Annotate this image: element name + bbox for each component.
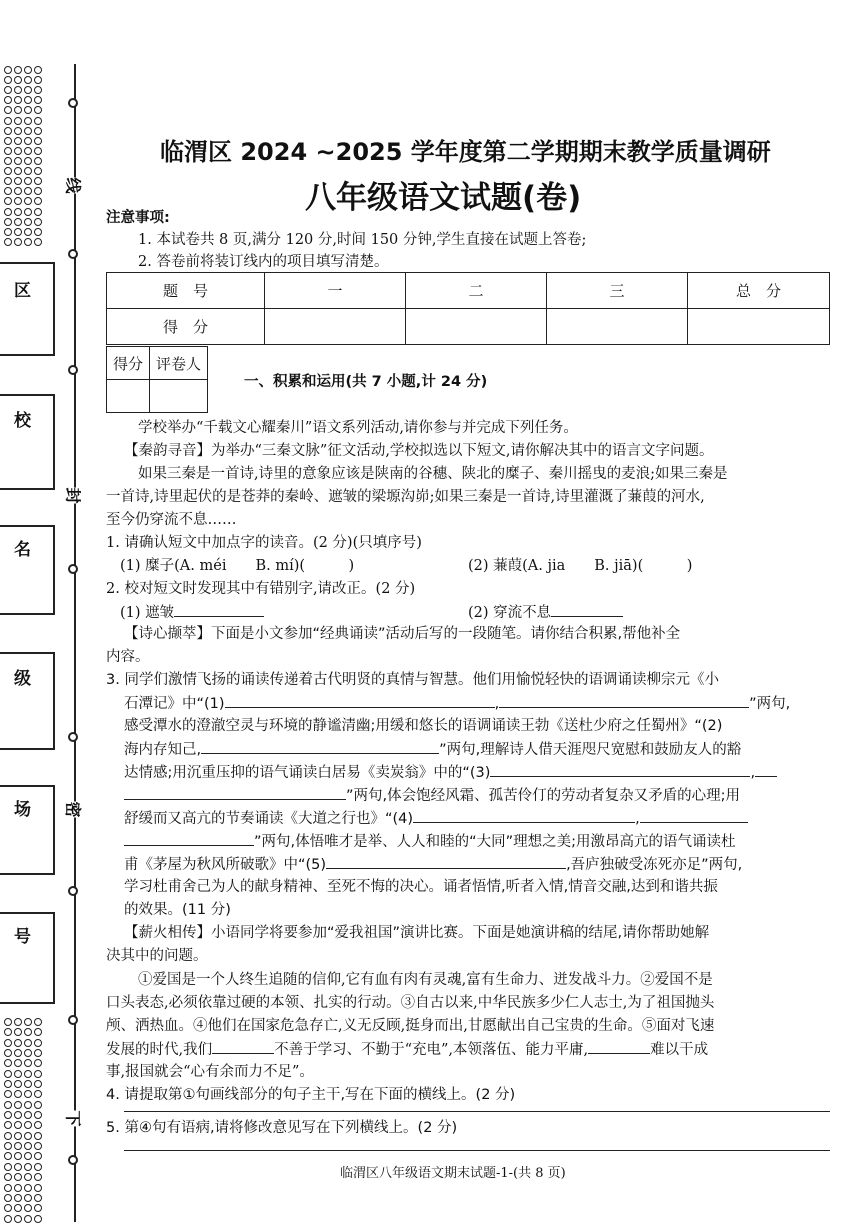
task-heading-xinhuo: 【薪火相传】小语同学将要参加“爱我祖国”演讲比赛。下面是她演讲稿的结尾,请你帮助她解 (124, 925, 710, 941)
binding-hole-icon (34, 1163, 42, 1171)
grader-name-cell[interactable] (150, 380, 208, 413)
binding-hole-icon (14, 1215, 22, 1223)
binding-hole-icon (24, 1163, 32, 1171)
binding-hole-icon (34, 228, 42, 236)
binding-hole-icon (24, 1204, 32, 1212)
score-table-header: 一 (265, 273, 406, 309)
binding-hole-icon (34, 1018, 42, 1026)
binding-hole-icon (34, 238, 42, 246)
binding-hole-icon (34, 86, 42, 94)
speech-line: 事,报国就会“心有余而力不足”。 (106, 1064, 314, 1080)
binding-hole-icon (24, 76, 32, 84)
binding-hole-icon (24, 208, 32, 216)
binding-hole-icon (24, 1090, 32, 1098)
binding-hole-icon (34, 127, 42, 135)
binding-hole-icon (34, 1215, 42, 1223)
binding-hole-icon (14, 117, 22, 125)
binding-hole-icon (34, 1132, 42, 1140)
question-1-part-2: (2) 蒹葭(A. jia B. jiā)( ) (468, 558, 693, 574)
binding-hole-icon (34, 106, 42, 114)
bind-label-class: 级 (14, 669, 31, 689)
question-3-text: 石潭记》中“(1) (124, 696, 225, 712)
bind-label-district: 区 (14, 281, 31, 301)
binding-hole-icon (14, 1028, 22, 1036)
binding-hole-icon (14, 1194, 22, 1202)
binding-hole-icon (34, 1049, 42, 1057)
binding-hole-icon (4, 1204, 12, 1212)
cut-label-line: 线 (61, 177, 88, 193)
binding-hole-icon (14, 137, 22, 145)
binding-hole-icon (4, 1070, 12, 1078)
question-1: 1. 请确认短文中加点字的读音。(2 分)(只填序号) (106, 535, 422, 551)
answer-blank-3-5[interactable] (326, 852, 566, 869)
speech-text: 不善于学习、不勤于“充电”,本领落伍、能力平庸, (274, 1042, 589, 1058)
binding-hole-icon (34, 96, 42, 104)
bind-label-school: 校 (14, 411, 31, 431)
binding-hole-icon (14, 228, 22, 236)
answer-blank[interactable] (174, 600, 264, 617)
question-2-part-1-label: (1) 遮皱 (120, 605, 175, 621)
binding-hole-icon (14, 1132, 22, 1140)
binding-hole-icon (24, 1142, 32, 1150)
binding-hole-icon (4, 1039, 12, 1047)
binding-hole-icon (24, 1018, 32, 1026)
binding-hole-icon (34, 167, 42, 175)
passage-line: 至今仍穿流不息…… (106, 512, 237, 528)
binding-hole-icon (24, 157, 32, 165)
binding-hole-icon (14, 1121, 22, 1129)
binding-hole-icon (14, 1152, 22, 1160)
answer-blank-3-1a[interactable] (225, 691, 495, 708)
binding-hole-icon (4, 1121, 12, 1129)
binding-hole-icon (4, 1049, 12, 1057)
answer-blank-3-3c[interactable] (124, 783, 346, 800)
binding-hole-icon (34, 218, 42, 226)
binding-hole-icon (4, 1132, 12, 1140)
answer-blank-3-4b[interactable] (640, 806, 748, 823)
binding-hole-icon (14, 1204, 22, 1212)
score-table-header: 三 (547, 273, 688, 309)
binding-hole-icon (14, 1163, 22, 1171)
question-3-text: ”两句,体悟唯才是举、人人和睦的“大同”理想之美;用激昂高亢的语气诵读杜 (254, 834, 736, 850)
question-5: 5. 第④句有语病,请将修改意见写在下列横线上。(2 分) (106, 1120, 458, 1136)
grader-score-label: 得分 (107, 347, 150, 380)
question-3-line: 学习杜甫舍己为人的献身精神、至死不悔的决心。诵者悟情,听者入情,情音交融,达到和谐共振 (124, 879, 718, 895)
answer-blank-3-1b[interactable] (499, 691, 749, 708)
binding-hole-icon (14, 66, 22, 74)
binding-hole-icon (24, 1049, 32, 1057)
exam-subtitle: 八年级语文试题(卷) (305, 180, 582, 216)
task-heading-shixin: 【诗心撷萃】下面是小文参加“经典诵读”活动后写的一段随笔。请你结合积累,帮他补全 (124, 626, 681, 642)
answer-blank-3-2[interactable] (201, 737, 439, 754)
binding-hole-icon (14, 1049, 22, 1057)
question-3-line (124, 829, 736, 854)
question-3-line (124, 737, 741, 762)
page-footer: 临渭区八年级语文期末试题-1-(共 8 页) (340, 1166, 566, 1181)
binding-hole-icon (4, 66, 12, 74)
bind-label-exam-room: 场 (14, 800, 31, 820)
speech-line: 口头表态,必须依靠过硬的本领、扎实的行动。③自古以来,中华民族多少仁人志士,为了祖国抛头 (106, 995, 715, 1011)
grader-score-cell[interactable] (107, 380, 150, 413)
score-table-header: 总 分 (688, 273, 830, 309)
binding-hole-icon (4, 127, 12, 135)
binding-hole-icon (4, 86, 12, 94)
binding-hole-icon (24, 1039, 32, 1047)
binding-hole-icon (24, 1152, 32, 1160)
question-3-text: 海内存知己, (124, 742, 202, 758)
binding-hole-icon (24, 187, 32, 195)
binding-hole-icon (14, 1018, 22, 1026)
speech-text: 发展的时代,我们 (106, 1042, 213, 1058)
binding-hole-icon (34, 197, 42, 205)
binding-hole-icon (14, 1173, 22, 1181)
binding-hole-icon (24, 1184, 32, 1192)
speech-line (106, 1037, 708, 1062)
question-1-part-1: (1) 糜子(A. méi B. mí)( ) (120, 558, 355, 574)
binding-hole-icon (4, 228, 12, 236)
binding-hole-icon (4, 1059, 12, 1067)
binding-hole-icon (4, 117, 12, 125)
binding-hole-icon (4, 106, 12, 114)
binding-hole-icon (14, 1184, 22, 1192)
binding-hole-icon (34, 1204, 42, 1212)
question-2-part-2-label: (2) 穿流不息 (468, 605, 552, 621)
question-4: 4. 请提取第①句画线部分的句子主干,写在下面的横线上。(2 分) (106, 1087, 516, 1103)
binding-hole-icon (24, 86, 32, 94)
answer-blank-3-3b[interactable] (755, 760, 777, 777)
question-3-text: ”两句,理解诗人借天涯咫尺宽慰和鼓励友人的豁 (439, 742, 742, 758)
task-heading-xinhuo-cont: 决其中的问题。 (106, 948, 208, 964)
binding-hole-icon (24, 218, 32, 226)
binding-hole-icon (34, 137, 42, 145)
binding-hole-icon (24, 66, 32, 74)
binding-hole-icon (14, 1039, 22, 1047)
answer-blank-3-4c[interactable] (124, 829, 254, 846)
binding-hole-icon (14, 1070, 22, 1078)
binding-hole-icon (24, 228, 32, 236)
score-table-header: 二 (406, 273, 547, 309)
binding-hole-icon (34, 1121, 42, 1129)
answer-line-q5[interactable] (124, 1150, 830, 1151)
binding-hole-icon (4, 96, 12, 104)
binding-hole-icon (4, 1111, 12, 1119)
passage-line: 一首诗,诗里起伏的是苍莽的秦岭、遮皱的梁塬沟峁;如果三秦是一首诗,诗里灌溉了蒹葭的河水, (106, 489, 705, 505)
answer-blank-3-3a[interactable] (490, 760, 750, 777)
binding-hole-icon (34, 1028, 42, 1036)
section-title: 一、积累和运用(共 7 小题,计 24 分) (244, 374, 488, 390)
binding-hole-icon (34, 187, 42, 195)
binding-hole-icon (24, 147, 32, 155)
answer-blank-speech-2[interactable] (588, 1037, 650, 1054)
binding-hole-icon (14, 167, 22, 175)
binding-hole-icon (4, 1028, 12, 1036)
binding-hole-icon (4, 1163, 12, 1171)
binding-hole-icon (24, 117, 32, 125)
binding-hole-icon (24, 1215, 32, 1223)
binding-hole-icon (34, 1080, 42, 1088)
score-table-header: 题 号 (107, 273, 265, 309)
score-table (106, 272, 830, 345)
passage-line: 如果三秦是一首诗,诗里的意象应该是陕南的谷穗、陕北的糜子、秦川摇曳的麦浪;如果三秦是 (138, 466, 728, 482)
binding-circle (68, 732, 78, 742)
binding-hole-icon (24, 1111, 32, 1119)
binding-hole-icon (24, 177, 32, 185)
binding-hole-icon (14, 127, 22, 135)
binding-hole-icon (14, 238, 22, 246)
task-heading-qinyun: 【秦韵寻音】为举办“三秦文脉”征文活动,学校拟选以下短文,请你解决其中的语言文字问题。 (124, 443, 714, 459)
binding-hole-icon (4, 147, 12, 155)
binding-hole-icon (34, 1142, 42, 1150)
binding-hole-icon (14, 1059, 22, 1067)
question-3-line (124, 852, 742, 877)
binding-hole-icon (24, 1028, 32, 1036)
binding-hole-icon (24, 1173, 32, 1181)
binding-hole-icon (34, 177, 42, 185)
answer-blank-3-4a[interactable] (413, 806, 635, 823)
cut-label-seal: 封 (61, 487, 88, 503)
binding-hole-icon (34, 66, 42, 74)
binding-hole-icon (34, 1070, 42, 1078)
binding-hole-icon (24, 127, 32, 135)
score-cell[interactable] (265, 309, 406, 345)
cut-label-bottom: 下 (61, 1110, 88, 1126)
question-3-text: ”两句, (749, 696, 791, 712)
binding-hole-icon (14, 157, 22, 165)
binding-hole-icon (24, 238, 32, 246)
binding-hole-icon (34, 117, 42, 125)
binding-hole-icon (4, 137, 12, 145)
binding-hole-icon (34, 1184, 42, 1192)
binding-circle (68, 1015, 78, 1025)
binding-hole-icon (4, 1152, 12, 1160)
binding-circle (68, 365, 78, 375)
binding-holes-top (4, 66, 48, 246)
binding-hole-icon (34, 1059, 42, 1067)
binding-hole-icon (4, 1080, 12, 1088)
binding-hole-icon (4, 208, 12, 216)
exam-title: 临渭区 2024 ~2025 学年度第二学期期末教学质量调研 (160, 138, 771, 166)
binding-hole-icon (14, 218, 22, 226)
question-3-line: 达情感;用沉重压抑的语气诵读白居易《卖炭翁》中的“(3) , (124, 760, 777, 785)
binding-hole-icon (4, 1090, 12, 1098)
binding-hole-icon (14, 197, 22, 205)
binding-hole-icon (24, 197, 32, 205)
binding-hole-icon (24, 1059, 32, 1067)
question-3-text: ,吾庐独破受冻死亦足”两句, (566, 857, 743, 873)
binding-circle (68, 564, 78, 574)
binding-hole-icon (34, 1101, 42, 1109)
binding-circle (68, 249, 78, 259)
binding-hole-icon (34, 1039, 42, 1047)
binding-hole-icon (14, 1111, 22, 1119)
binding-hole-icon (14, 1080, 22, 1088)
binding-hole-icon (4, 76, 12, 84)
binding-hole-icon (14, 208, 22, 216)
notes-heading: 注意事项: (106, 210, 170, 226)
binding-circle (68, 98, 78, 108)
task-heading-shixin-cont: 内容。 (106, 649, 150, 665)
question-3-text: ”两句,体会饱经风霜、孤苦伶仃的劳动者复杂又矛盾的心理;用 (346, 788, 741, 804)
notes-item: 1. 本试卷共 8 页,满分 120 分,时间 150 分钟,学生直接在试题上答卷; (138, 232, 587, 248)
speech-line: 颅、洒热血。④他们在国家危急存亡,义无反顾,挺身而出,甘愿献出自己宝贵的生命。⑤面对飞速 (106, 1018, 715, 1034)
question-3-text: 达情感;用沉重压抑的语气诵读白居易《卖炭翁》中的“(3) (124, 765, 491, 781)
binding-hole-icon (34, 1173, 42, 1181)
bind-label-name: 名 (14, 540, 31, 560)
binding-hole-icon (14, 1090, 22, 1098)
question-3-line: 石潭记》中“(1) , ”两句, (124, 691, 790, 716)
question-3-line (124, 783, 740, 808)
binding-hole-icon (14, 177, 22, 185)
section-intro: 学校举办“千载文心耀秦川”语文系列活动,请你参与并完成下列任务。 (138, 420, 578, 436)
binding-hole-icon (24, 1101, 32, 1109)
binding-hole-icon (24, 137, 32, 145)
binding-hole-icon (34, 1152, 42, 1160)
question-3-text: 甫《茅屋为秋风所破歌》中“(5) (124, 857, 327, 873)
binding-hole-icon (4, 1194, 12, 1202)
binding-hole-icon (24, 1070, 32, 1078)
score-cell[interactable] (688, 309, 830, 345)
binding-line (74, 64, 76, 1222)
binding-hole-icon (34, 76, 42, 84)
binding-hole-icon (14, 76, 22, 84)
binding-circle (68, 1155, 78, 1165)
binding-hole-icon (4, 157, 12, 165)
binding-hole-icon (34, 1194, 42, 1202)
binding-hole-icon (34, 1090, 42, 1098)
binding-hole-icon (34, 1111, 42, 1119)
binding-hole-icon (24, 106, 32, 114)
binding-hole-icon (34, 208, 42, 216)
speech-line: ①爱国是一个人终生追随的信仰,它有血有肉有灵魂,富有生命力、迸发战斗力。②爱国不是 (138, 972, 713, 988)
cut-label-secret: 密 (61, 801, 88, 817)
binding-hole-icon (4, 1173, 12, 1181)
binding-hole-icon (14, 86, 22, 94)
binding-hole-icon (4, 167, 12, 175)
notes-item: 2. 答卷前将装订线内的项目填写清楚。 (138, 254, 389, 270)
binding-hole-icon (14, 96, 22, 104)
binding-hole-icon (34, 147, 42, 155)
answer-blank[interactable] (551, 600, 623, 617)
binding-hole-icon (24, 1121, 32, 1129)
binding-hole-icon (24, 1080, 32, 1088)
score-cell[interactable] (406, 309, 547, 345)
binding-hole-icon (4, 218, 12, 226)
binding-circle (68, 886, 78, 896)
answer-line-q4[interactable] (124, 1111, 830, 1112)
question-3-line: 3. 同学们激情飞扬的诵读传递着古代明贤的真情与智慧。他们用愉悦轻快的语调诵读柳宗元《小 (106, 672, 719, 688)
binding-hole-icon (14, 1142, 22, 1150)
binding-hole-icon (4, 197, 12, 205)
question-3-line: 感受潭水的澄澈空灵与环境的静谧清幽;用缓和悠长的语调诵读王勃《送杜少府之任蜀州》“(2) (124, 718, 723, 734)
bind-label-seat-number: 号 (14, 927, 31, 947)
binding-hole-icon (24, 167, 32, 175)
binding-hole-icon (4, 1101, 12, 1109)
binding-hole-icon (24, 1132, 32, 1140)
binding-hole-icon (14, 187, 22, 195)
score-table-label: 得 分 (107, 309, 265, 345)
binding-hole-icon (14, 147, 22, 155)
binding-hole-icon (24, 1194, 32, 1202)
binding-hole-icon (4, 1142, 12, 1150)
binding-hole-icon (14, 1101, 22, 1109)
binding-hole-icon (4, 187, 12, 195)
binding-hole-icon (14, 106, 22, 114)
binding-hole-icon (4, 238, 12, 246)
binding-hole-icon (4, 1215, 12, 1223)
question-3-line: 的效果。(11 分) (124, 902, 231, 918)
answer-blank-speech-1[interactable] (212, 1037, 274, 1054)
question-3-line: 舒缓而又高亢的节奏诵读《大道之行也》“(4) , (124, 806, 748, 831)
binding-hole-icon (4, 1184, 12, 1192)
binding-hole-icon (4, 177, 12, 185)
binding-hole-icon (4, 1018, 12, 1026)
grader-table (106, 346, 208, 413)
binding-hole-icon (24, 96, 32, 104)
score-cell[interactable] (547, 309, 688, 345)
question-3-text: 舒缓而又高亢的节奏诵读《大道之行也》“(4) (124, 811, 414, 827)
binding-holes-bottom (4, 1018, 48, 1223)
speech-text: 难以干成 (650, 1042, 709, 1058)
grader-name-label: 评卷人 (150, 347, 208, 380)
question-2: 2. 校对短文时发现其中有错别字,请改正。(2 分) (106, 581, 416, 597)
binding-hole-icon (34, 157, 42, 165)
